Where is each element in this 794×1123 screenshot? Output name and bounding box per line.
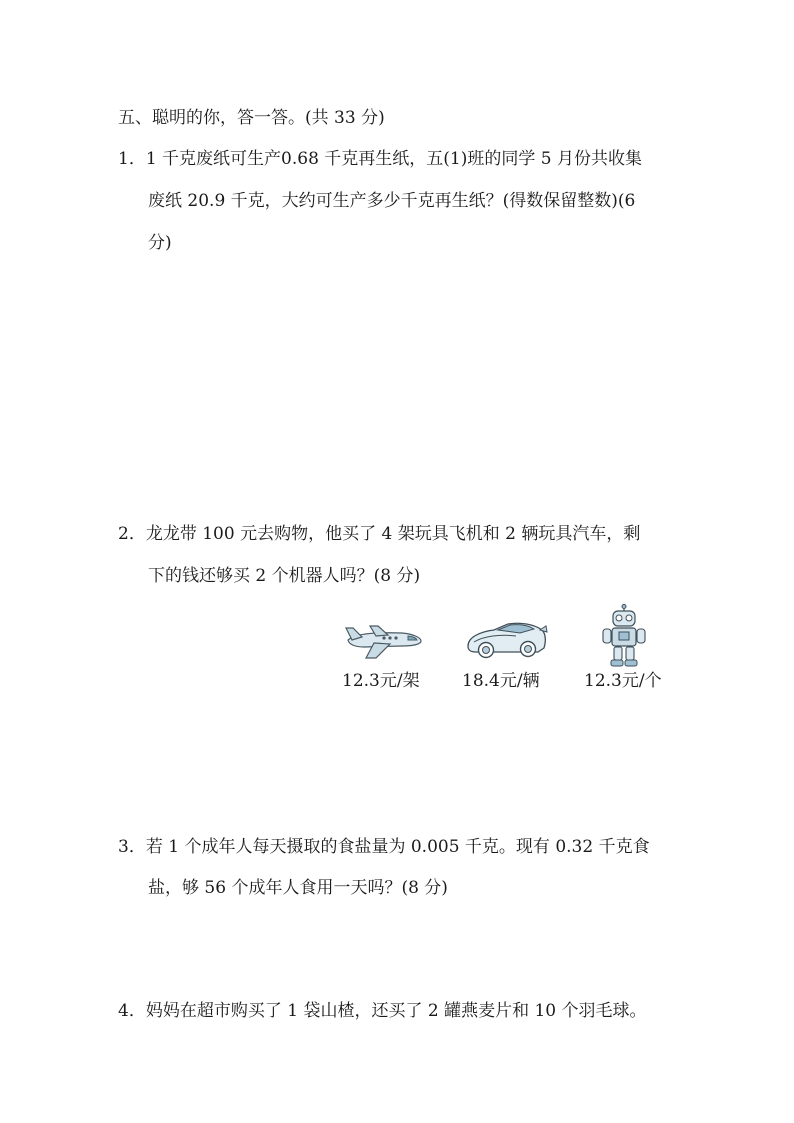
question-text-line: 盐，够 56 个成年人食用一天吗？(8 分) xyxy=(148,878,448,898)
robot-price: 12.3元/个 xyxy=(584,671,662,691)
question-number: 4． xyxy=(118,1001,146,1021)
question-text-line: 1 千克废纸可生产0.68 千克再生纸，五(1)班的同学 5 月份共收集 xyxy=(145,149,643,169)
question-text-line: 龙龙带 100 元去购物，他买了 4 架玩具飞机和 2 辆玩具汽车，剩 xyxy=(145,524,641,544)
question-text-line: 妈妈在超市购买了 1 袋山楂，还买了 2 罐燕麦片和 10 个羽毛球。 xyxy=(145,1001,647,1021)
airplane-icon xyxy=(344,618,424,662)
question-text-line: 下的钱还够买 2 个机器人吗？(8 分) xyxy=(148,566,421,586)
question-text-line: 若 1 个成年人每天摄取的食盐量为 0.005 千克。现有 0.32 千克食 xyxy=(145,837,650,857)
robot-icon xyxy=(600,604,648,668)
car-icon xyxy=(464,616,548,662)
section-heading: 五、聪明的你，答一答。(共 33 分) xyxy=(118,108,385,128)
question-number: 2． xyxy=(118,524,146,544)
question-number: 1． xyxy=(118,149,146,169)
car-price: 18.4元/辆 xyxy=(462,671,540,691)
question-text-line: 分) xyxy=(148,233,172,253)
question-number: 3． xyxy=(118,837,146,857)
airplane-price: 12.3元/架 xyxy=(342,671,420,691)
question-text-line: 废纸 20.9 千克，大约可生产多少千克再生纸？(得数保留整数)(6 xyxy=(148,191,636,211)
